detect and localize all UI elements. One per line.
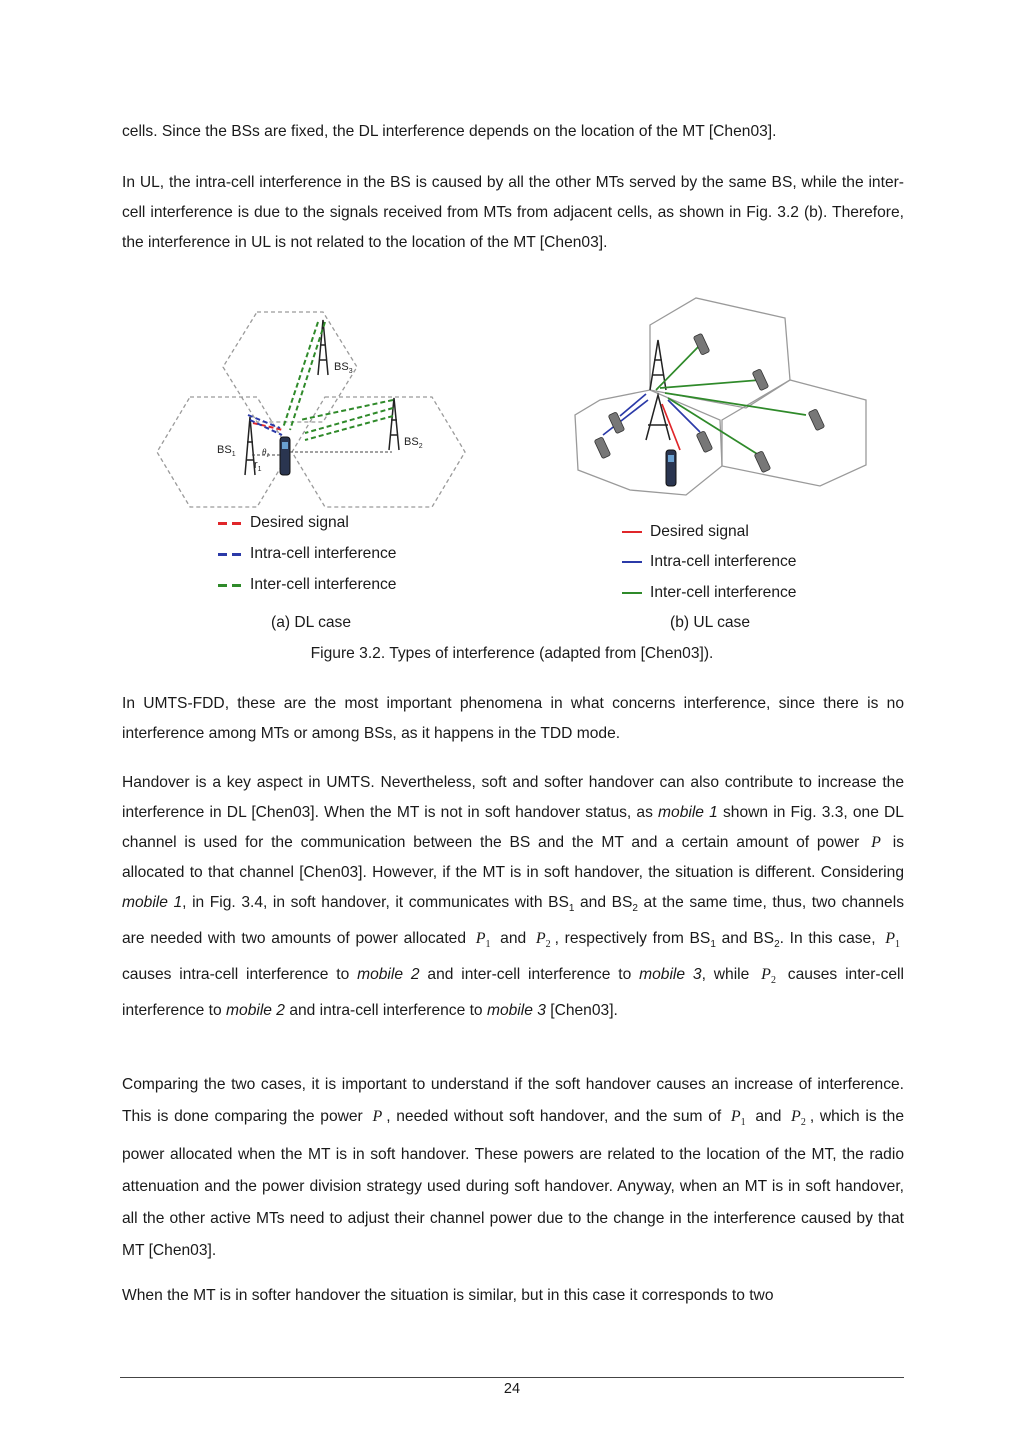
legend-label: Desired signal — [250, 514, 349, 531]
dl-bs2-label: $BS_2$ — [404, 436, 423, 450]
dl-legend-desired — [218, 514, 349, 532]
dl-bs3-label: $BS_3$ — [334, 361, 353, 375]
caption-dl-case: (a) DL case — [271, 614, 352, 631]
legend-label: Inter-cell interference — [250, 576, 397, 593]
dl-bs1-label: $BS_1$ — [217, 444, 236, 458]
dl-theta-label: $\theta_1$ — [262, 447, 270, 459]
paragraph-1: cells. Since the BSs are fixed, the DL interference depends on the location of the MT [Chen03]. — [122, 123, 777, 140]
ul-mobile-icon — [754, 451, 771, 473]
ul-hex-cell-top — [650, 298, 790, 408]
figure-diagram — [0, 290, 1024, 640]
paragraph-6: When the MT is in softer handover the situation is similar, but in this case it corresponds to two — [122, 1287, 774, 1304]
legend-label: Inter-cell interference — [650, 584, 797, 601]
paragraph-3: In UMTS-FDD, these are the most important phenomena in what concerns interference, since there is no interference among MTs or among BSs, as it happens in the TDD mode. — [122, 695, 904, 742]
ul-legend-inter — [622, 584, 796, 602]
ul-legend-desired — [622, 523, 749, 541]
page-number: 24 — [503, 1381, 521, 1397]
paragraph-2: In UL, the intra-cell interference in the BS is caused by all the other MTs served by the same BS, while the inter-cell interference is due to the signals received from MTs from adjacent cells, as shown in Fig. 3.2 (b). Therefore, the interference in UL is not related to the location of the MT [Chen03]. — [122, 174, 904, 251]
legend-label: Desired signal — [650, 523, 749, 540]
dl-r1-label: $r_1$ — [254, 459, 262, 473]
legend-label: Intra-cell interference — [250, 545, 397, 562]
ul-legend-intra — [622, 553, 796, 571]
dashed-green-line-icon — [218, 578, 242, 592]
paragraph-5: Comparing the two cases, it is important to understand if the soft handover causes an increase of interference. This is done comparing the power P , needed without soft handover, and the sum of $P_1$ and $P_2$ , which is the power allocated when the MT is in soft handover. These powers are related to the location of the MT, the radio attenuation and the power division strategy used during soft handover. Anyway, when an MT is in soft handover, all the other active MTs need to adjust their channel power due to the change in the interference caused by that MT [Chen03]. — [122, 1076, 904, 1260]
legend-label: Intra-cell interference — [650, 553, 797, 570]
figure-caption: Figure 3.2. Types of interference (adapted from [Chen03]). — [310, 645, 714, 662]
caption-ul-case: (b) UL case — [670, 614, 751, 631]
ul-desired-signal — [662, 404, 680, 450]
ul-inter-cell-signal — [656, 345, 806, 457]
solid-blue-line-icon — [622, 561, 642, 563]
paragraph-4: Handover is a key aspect in UMTS. Nevertheless, soft and softer handover can also contribute to increase the interference in DL [Chen03]. When the MT is not in soft handover status, as mobile 1 shown in Fig. 3.3, one DL channel is used for the communication between the BS and the MT and a certain amount of power P is allocated to that channel [Chen03]. However, if the MT is in soft handover, the situation is different. Considering mobile 1, in Fig. 3.4, in soft handover, it communicates with $BS_1$ and $BS_2$ at the same time, thus, two channels are needed with two amounts of power allocated $P_1$ and $P_2$ , respectively from $BS_1$ and $BS_2$. In this case, $P_1$ causes intra-cell interference to mobile 2 and inter-cell interference to mobile 3, while $P_2$ causes inter-cell interference to mobile 2 and intra-cell interference to mobile 3 [Chen03]. — [122, 774, 904, 1020]
ul-mobile-icon — [693, 333, 710, 355]
solid-red-line-icon — [622, 531, 642, 533]
figure-3-2 — [0, 290, 1024, 640]
dl-legend-intra — [218, 545, 396, 563]
dl-bs2-tower-icon — [389, 398, 399, 450]
dl-mobile-screen — [282, 442, 288, 449]
ul-mobile-icon — [594, 437, 611, 459]
ul-mobile-icon — [808, 409, 825, 431]
dashed-red-line-icon — [218, 516, 242, 530]
dashed-blue-line-icon — [218, 547, 242, 561]
ul-mobile-screen — [668, 455, 674, 462]
dl-legend-inter — [218, 576, 396, 594]
ul-hex-cells — [575, 298, 866, 495]
footer-divider — [120, 1377, 904, 1378]
ul-mobiles — [594, 333, 825, 473]
solid-green-line-icon — [622, 592, 642, 594]
ul-hex-cell-right — [722, 380, 866, 486]
dl-bs3-tower-icon — [318, 320, 328, 375]
ul-mobile-icon — [696, 431, 713, 453]
